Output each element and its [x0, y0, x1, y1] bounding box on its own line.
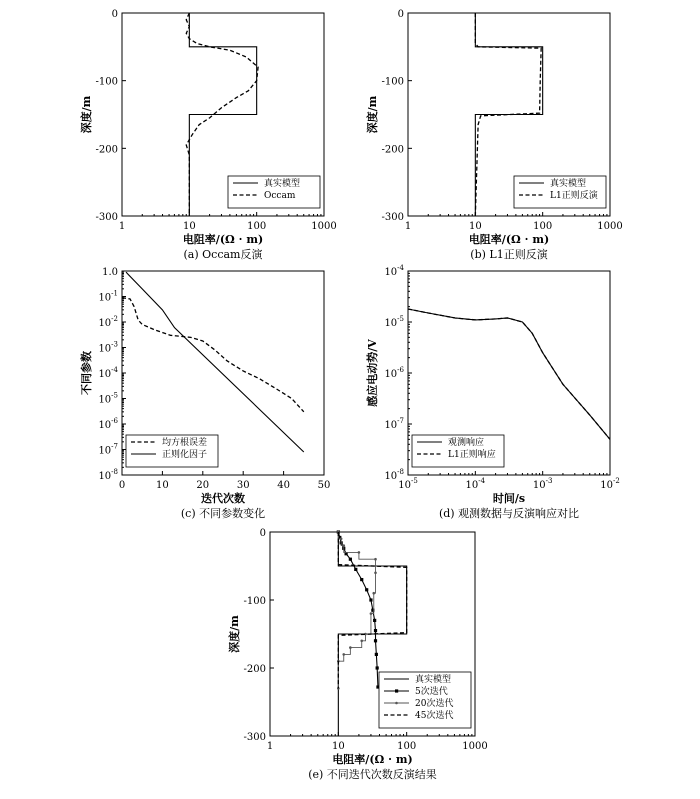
series-point: [342, 653, 345, 656]
legend-label: 20次迭代: [415, 699, 454, 709]
series-line: [122, 298, 304, 412]
chart-caption: (d) 观测数据与反演响应对比: [438, 507, 580, 520]
x-tick-label: 0: [118, 480, 126, 491]
series-point: [360, 640, 363, 643]
chart-caption: (c) 不同参数变化: [180, 507, 266, 520]
legend-label: 真实模型: [415, 675, 452, 685]
x-tick-label: 20: [196, 480, 210, 491]
x-tick-label: 10: [331, 741, 345, 752]
y-axis-label: 深度/m: [366, 95, 379, 134]
x-tick-label: 1000: [311, 221, 337, 232]
chart-caption: (e) 不同迭代次数反演结果: [308, 768, 437, 781]
series-point: [349, 558, 352, 561]
x-tick-label: $10^{-3}$: [532, 477, 553, 491]
series-point: [376, 666, 379, 669]
series-point: [374, 629, 377, 632]
y-tick-label: 0: [397, 9, 404, 20]
y-tick-label: $10^{-5}$: [384, 315, 404, 329]
x-tick-label: 10: [182, 221, 196, 232]
x-tick-label: 1: [404, 221, 412, 232]
series-point: [365, 588, 368, 591]
series-point: [342, 544, 345, 547]
x-tick-label: 1: [266, 741, 274, 752]
y-tick-label: 0: [111, 9, 118, 20]
x-tick-label: $10^{-5}$: [398, 477, 418, 491]
legend-label: 观测响应: [448, 438, 485, 448]
legend-label: 均方根误差: [162, 438, 208, 448]
y-tick-label: -300: [95, 212, 118, 223]
y-axis-label: 深度/m: [80, 95, 93, 134]
x-axis-label: 电阻率/(Ω · m): [468, 233, 550, 246]
y-tick-label: -300: [381, 212, 404, 223]
legend-label: L1正则反演: [550, 191, 598, 201]
series-point: [349, 646, 352, 649]
legend-marker: [395, 702, 398, 705]
series-point: [374, 639, 377, 642]
legend-label: L1正则响应: [448, 450, 496, 460]
y-axis-label: 深度/m: [228, 615, 241, 653]
legend-label: 45次迭代: [415, 711, 454, 721]
series-line: [408, 309, 610, 439]
legend: [379, 672, 471, 728]
chart-caption: (a) Occam反演: [183, 248, 263, 261]
x-tick-label: 1: [118, 221, 126, 232]
y-tick-label: 0: [259, 528, 266, 539]
y-tick-label: $10^{-5}$: [98, 391, 118, 406]
y-tick-label: $10^{-4}$: [98, 366, 118, 380]
x-tick-label: 40: [277, 480, 290, 491]
y-tick-label: -200: [243, 664, 266, 675]
x-axis-label: 时间/s: [492, 492, 526, 505]
x-tick-label: 1000: [597, 221, 623, 232]
legend: [228, 176, 320, 208]
x-tick-label: 30: [236, 480, 250, 491]
y-tick-label: $10^{-3}$: [98, 340, 118, 355]
x-tick-label: 10: [156, 480, 169, 491]
x-tick-label: $10^{-2}$: [600, 477, 620, 491]
series-point: [373, 619, 376, 622]
y-tick-label: -200: [381, 144, 404, 156]
x-tick-label: 10: [468, 221, 482, 232]
y-tick-label: $10^{-1}$: [98, 289, 118, 304]
series-point: [340, 538, 343, 541]
series-point: [374, 558, 377, 561]
y-tick-label: $10^{-6}$: [98, 417, 118, 431]
y-axis-label: 不同参数: [80, 351, 93, 395]
chart-b: [365, 9, 623, 261]
series-point: [358, 551, 361, 554]
y-tick-label: $10^{-7}$: [98, 442, 118, 457]
series-line: [338, 532, 375, 688]
x-tick-label: 100: [397, 741, 417, 752]
x-axis-label: 迭代次数: [201, 492, 245, 505]
y-tick-label: $10^{-2}$: [98, 315, 118, 329]
y-tick-label: -100: [95, 76, 118, 88]
series-line: [408, 309, 610, 439]
y-tick-label: $10^{-8}$: [384, 468, 404, 482]
chart-a: [79, 9, 337, 261]
y-tick-label: -100: [243, 596, 266, 607]
x-tick-label: $10^{-4}$: [465, 477, 486, 491]
y-tick-label: $10^{-6}$: [384, 366, 404, 380]
x-tick-label: 50: [317, 480, 331, 491]
chart-caption: (b) L1正则反演: [470, 248, 548, 261]
series-point: [374, 572, 377, 575]
legend-label: 真实模型: [550, 179, 587, 189]
x-tick-label: 100: [533, 221, 553, 232]
x-axis-label: 电阻率/(Ω · m): [182, 233, 264, 246]
series-point: [370, 612, 373, 615]
y-tick-label: -200: [95, 144, 118, 156]
legend-label: 5次迭代: [415, 687, 448, 697]
series-point: [354, 568, 357, 571]
legend-label: 正则化因子: [162, 450, 208, 460]
x-axis-label: 电阻率/(Ω · m): [332, 753, 413, 766]
legend-label: Occam: [264, 191, 296, 201]
chart-d: [365, 264, 620, 520]
series-point: [372, 592, 375, 595]
y-tick-label: -100: [381, 76, 404, 88]
x-tick-label: 100: [247, 221, 267, 232]
y-tick-label: $10^{-7}$: [384, 417, 404, 431]
legend-label: 真实模型: [264, 179, 301, 189]
y-tick-label: -300: [243, 732, 266, 743]
series-point: [360, 578, 363, 581]
series-point: [369, 598, 372, 601]
legend: [126, 435, 218, 467]
legend-marker: [395, 689, 398, 692]
y-axis-label: 感应电动势/V: [366, 339, 379, 407]
y-tick-label: 1.0: [102, 267, 118, 278]
y-tick-label: $10^{-8}$: [98, 468, 118, 482]
chart-c: [79, 267, 330, 520]
series-point: [375, 653, 378, 656]
x-tick-label: 1000: [462, 741, 488, 752]
legend: [514, 176, 606, 208]
y-tick-label: $10^{-4}$: [384, 264, 404, 278]
series-line: [126, 272, 304, 452]
legend: [412, 435, 504, 467]
chart-e: [227, 528, 488, 781]
